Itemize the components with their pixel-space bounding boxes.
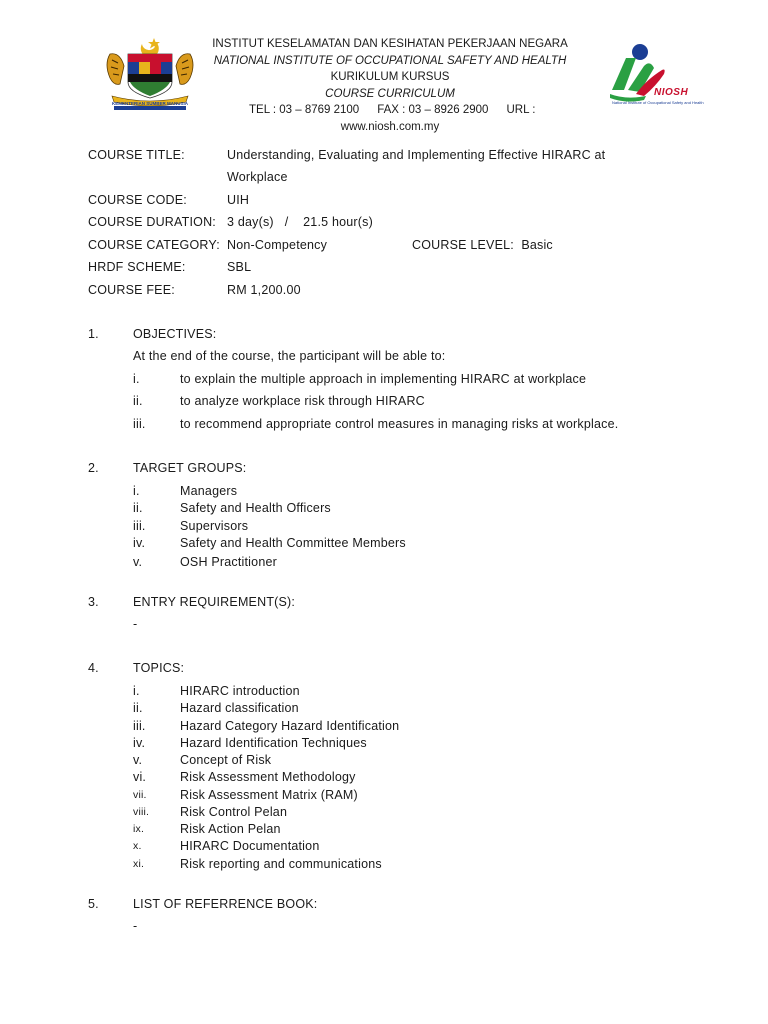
reference-books-value: - [133,919,138,933]
curriculum-malay: KURIKULUM KURSUS [330,71,450,83]
section-number: 4. [88,661,99,675]
course-category-label: COURSE CATEGORY: [88,238,220,252]
entry-requirements-title: ENTRY REQUIREMENT(S): [133,595,296,609]
topic-item: Risk Control Pelan [180,805,288,819]
section-number: 3. [88,595,99,609]
list-item-number: ix. [133,823,145,835]
institute-name-malay: INSTITUT KESELAMATAN DAN KESIHATAN PEKERJAAN NEGARA [212,38,568,50]
course-title-line1: Understanding, Evaluating and Implementing Effective HIRARC at [227,148,606,162]
list-item-number: v. [133,753,143,767]
reference-books-title: LIST OF REFERRENCE BOOK: [133,897,318,911]
list-item-number: x. [133,840,142,852]
course-duration: 3 day(s) / 21.5 hour(s) [227,215,373,229]
list-item-number: iii. [133,519,146,533]
list-item-number: v. [133,555,143,569]
telephone: TEL : 03 – 8769 2100 [249,104,360,116]
objective-item: to analyze workplace risk through HIRARC [180,394,425,408]
topic-item: Hazard classification [180,701,299,715]
fax: FAX : 03 – 8926 2900 [377,104,489,116]
contact-line [190,102,590,119]
list-item-number: viii. [133,806,150,818]
list-item-number: iii. [133,417,146,431]
list-item-number: vii. [133,789,147,801]
target-group-item: OSH Practitioner [180,555,277,569]
topic-item: Risk Action Pelan [180,822,281,836]
topic-item: Hazard Category Hazard Identification [180,719,400,733]
hrdf-scheme-label: HRDF SCHEME: [88,260,186,274]
target-group-item: Safety and Health Officers [180,501,331,515]
target-group-item: Safety and Health Committee Members [180,536,406,550]
objective-item: to recommend appropriate control measures in managing risks at workplace. [180,417,619,431]
curriculum-english: COURSE CURRICULUM [325,87,455,100]
topic-item: Hazard Identification Techniques [180,736,367,750]
objectives-intro: At the end of the course, the participant will be able to: [133,349,446,363]
course-level-label: COURSE LEVEL: [412,238,514,252]
course-duration-label: COURSE DURATION: [88,215,216,229]
target-groups-title: TARGET GROUPS: [133,461,247,475]
niosh-logo-text: NIOSH [654,87,689,98]
topic-item: Risk reporting and communications [180,857,382,871]
header-block [190,36,590,135]
niosh-logo-subtext: National Institute of Occupational Safety and Health [612,100,704,105]
list-item-number: i. [133,684,140,698]
course-fee-label: COURSE FEE: [88,283,175,297]
course-code-label: COURSE CODE: [88,193,187,207]
list-item-number: ii. [133,701,143,715]
hrdf-scheme: SBL [227,260,252,274]
course-level [412,238,553,252]
course-category: Non-Competency [227,238,328,252]
course-fee: RM 1,200.00 [227,283,301,297]
course-title-line2: Workplace [227,170,288,184]
section-number: 1. [88,327,99,341]
objectives-title: OBJECTIVES: [133,327,217,341]
section-number: 5. [88,897,99,911]
target-group-item: Supervisors [180,519,249,533]
topic-item: Risk Assessment Methodology [180,770,356,784]
list-item-number: vi. [133,770,147,784]
topic-item: HIRARC introduction [180,684,300,698]
list-item-number: xi. [133,858,145,870]
course-code: UIH [227,193,250,207]
list-item-number: i. [133,372,140,386]
topic-item: Risk Assessment Matrix (RAM) [180,788,358,802]
topic-item: HIRARC Documentation [180,839,320,853]
objective-item: to explain the multiple approach in implementing HIRARC at workplace [180,372,587,386]
target-group-item: Managers [180,484,238,498]
course-level-value: Basic [521,238,553,252]
crest-caption: KEMENTERIAN SUMBER MANUSIA [111,101,188,106]
entry-requirements-value: - [133,617,138,631]
topic-item: Concept of Risk [180,753,272,767]
list-item-number: iv. [133,536,146,550]
list-item-number: iv. [133,736,146,750]
topics-title: TOPICS: [133,661,185,675]
institute-name-english: NATIONAL INSTITUTE OF OCCUPATIONAL SAFETY AND HEALTH [213,54,567,67]
list-item-number: ii. [133,501,143,515]
course-title-label: COURSE TITLE: [88,148,185,162]
url-label: URL : [506,104,536,116]
list-item-number: ii. [133,394,143,408]
section-number: 2. [88,461,99,475]
list-item-number: i. [133,484,140,498]
website-url[interactable]: www.niosh.com.my [340,120,440,133]
list-item-number: iii. [133,719,146,733]
